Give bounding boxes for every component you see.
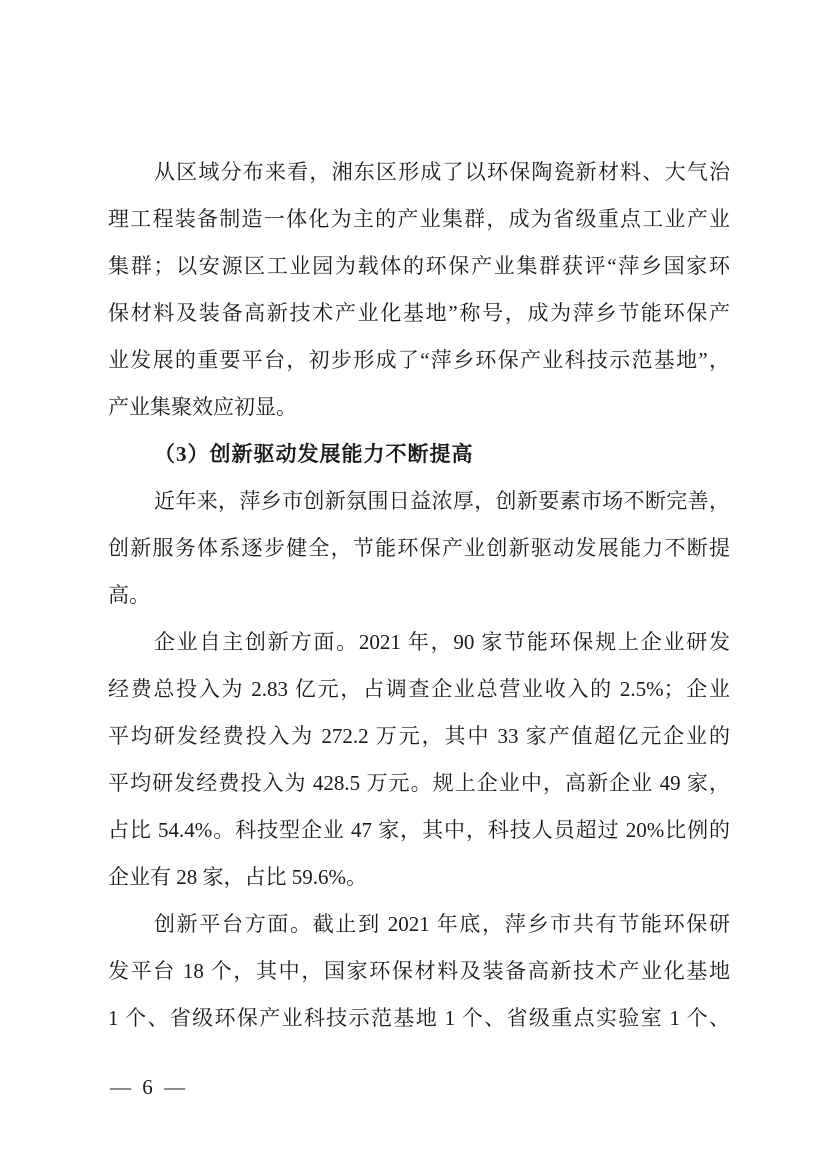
paragraph-line: 占比 54.4%。科技型企业 47 家，其中，科技人员超过 20%比例的 xyxy=(108,818,730,842)
paragraph-line: 经费总投入为 2.83 亿元，占调查企业总营业收入的 2.5%；企业 xyxy=(108,677,730,701)
paragraph-line: 企业自主创新方面。2021 年，90 家节能环保规上企业研发 xyxy=(154,630,730,654)
paragraph-line: 集群；以安源区工业园为载体的环保产业集群获评“萍乡国家环 xyxy=(108,254,730,278)
paragraph-line: 高。 xyxy=(108,583,150,607)
paragraph-line: 产业集聚效应初显。 xyxy=(108,395,297,419)
paragraph-line: 创新平台方面。截止到 2021 年底，萍乡市共有节能环保研 xyxy=(154,912,730,936)
paragraph-line: 保材料及装备高新技术产业化基地”称号，成为萍乡节能环保产 xyxy=(108,301,730,325)
paragraph-line: 平均研发经费投入为 428.5 万元。规上企业中，高新企业 49 家， xyxy=(108,771,730,795)
paragraph-line: 企业有 28 家，占比 59.6%。 xyxy=(108,865,367,889)
paragraph-line: 1 个、省级环保产业科技示范基地 1 个、省级重点实验室 1 个、 xyxy=(108,1006,730,1030)
section-heading: （3）创新驱动发展能力不断提高 xyxy=(154,442,474,466)
paragraph-line: 平均研发经费投入为 272.2 万元，其中 33 家产值超亿元企业的 xyxy=(108,724,730,748)
page-body xyxy=(108,149,730,1042)
paragraph-line: 理工程装备制造一体化为主的产业集群，成为省级重点工业产业 xyxy=(108,207,730,231)
paragraph-line: 从区域分布来看，湘东区形成了以环保陶瓷新材料、大气治 xyxy=(154,160,730,184)
page-number: — 6 — xyxy=(110,1075,188,1099)
paragraph-line: 业发展的重要平台，初步形成了“萍乡环保产业科技示范基地”， xyxy=(108,348,730,372)
paragraph-line: 近年来，萍乡市创新氛围日益浓厚，创新要素市场不断完善， xyxy=(154,489,730,513)
paragraph-line: 创新服务体系逐步健全，节能环保产业创新驱动发展能力不断提 xyxy=(108,536,730,560)
paragraph-line: 发平台 18 个，其中，国家环保材料及装备高新技术产业化基地 xyxy=(108,959,730,983)
